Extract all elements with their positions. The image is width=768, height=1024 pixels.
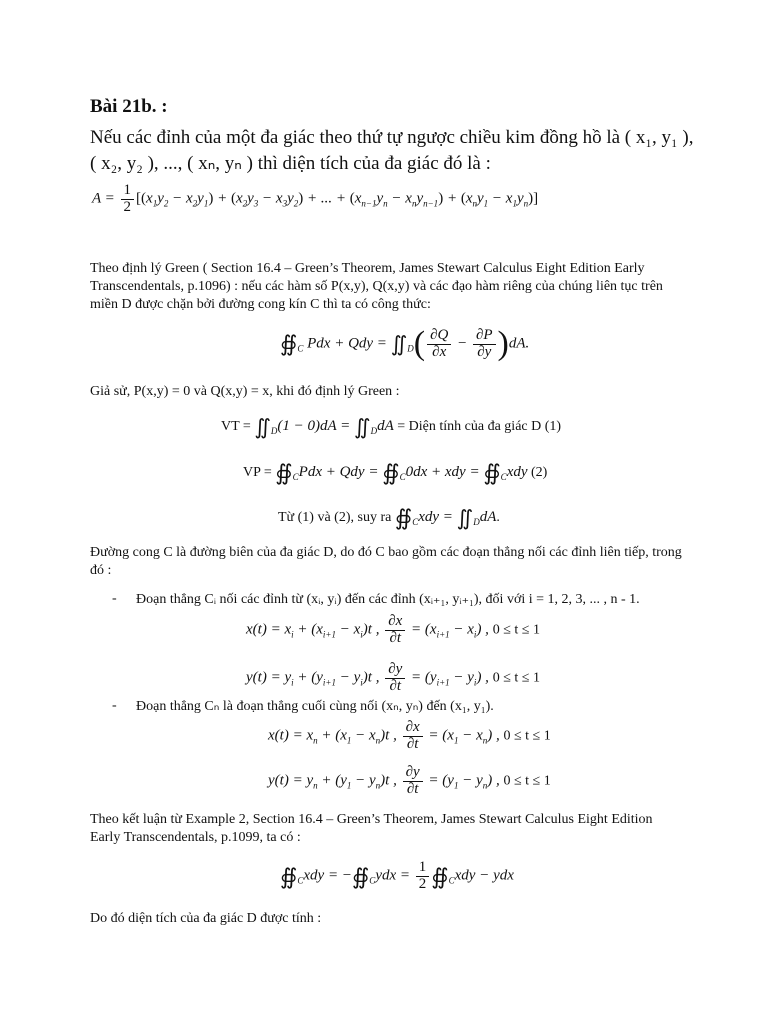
- vp-label: VP =: [243, 465, 272, 480]
- green-text-1: Theo định lý Green ( Section 16.4 – Green’s Theorem, James Stewart Calculus Eight Edition Early: [90, 261, 645, 276]
- boundary-text-2: đó :: [90, 563, 112, 578]
- bullet-dash-1: -: [112, 591, 117, 606]
- green-text-3: miền D được chặn bởi đường cong kín C thì ta có công thức:: [90, 297, 431, 312]
- vt-label: VT =: [221, 419, 251, 434]
- bullet-2-text: Đoạn thẳng Cₙ là đoạn thẳng cuối cùng nối (xₙ, yₙ) đến (x₁, y₁).: [136, 699, 494, 714]
- boundary-text-1: Đường cong C là đường biên của đa giác D, do đó C bao gồm các đoạn thẳng nối các đỉnh liên tiếp, trong: [90, 545, 682, 560]
- param-y-cn: $y(t) = y_n + (y_1 - y_n)t$ , $\frac{\partial y}{\partial t}$ = $(y_1 - y_n)$ , 0 ≤ t ≤ 1: [268, 764, 551, 797]
- example-text-1: Theo kết luận từ Example 2, Section 16.4 – Green’s Theorem, James Stewart Calculus Eight Edition: [90, 812, 653, 827]
- example-text-2: Early Transcendentals, p.1099, ta có :: [90, 830, 301, 845]
- assume-text: Giả sử, P(x,y) = 0 và Q(x,y) = x, khi đó định lý Green :: [90, 384, 400, 399]
- vp-line: VP = $∯_CPdx$ + Qdy = $∯_C0dx$ + xdy = $∯_Cxdy$ (2): [243, 460, 548, 485]
- conclude-text: Từ (1) và (2), suy ra: [278, 510, 392, 525]
- param-x-ci: $x(t) = x_i + (x_{i+1} - x_i)t$ , $\frac{\partial x}{\partial t}$ = $(x_{i+1} - x_i)$ , 0 ≤ t ≤ 1: [246, 613, 540, 646]
- vt-line: VT = $∬_D(1 - 0)dA$ = $∬_DdA$ = Diện tính của đa giác D (1): [221, 415, 562, 439]
- vp-tag: (2): [531, 465, 548, 480]
- area-formula: A = $\frac{1}{2}$ [$(x_1y_2 - x_2y_1) + (x_2y_3 - x_3y_2)$ + ... + $(x_{n-1}y_n - x_ny_{n-1}) + (x_ny_1 - x_1y_n)$]: [92, 182, 539, 215]
- conclude-line: Từ (1) và (2), suy ra $∯_Cxdy$ = $∬_DdA$.: [278, 505, 500, 530]
- param-y-ci: $y(t) = y_i + (y_{i+1} - y_i)t$ , $\frac{\partial y}{\partial t}$ = $(y_{i+1} - y_i)$ , 0 ≤ t ≤ 1: [246, 661, 540, 694]
- line-integral-identity: $∯_Cxdy$ = $-∯_Cydx$ = $\frac{1}{2}$ $∯_Cxdy$ − ydx: [280, 859, 514, 892]
- green-text-2: Transcendentals, p.1096) : nếu các hàm số P(x,y), Q(x,y) và các đạo hàm riêng của chúng liên tục trên: [90, 279, 663, 294]
- intro-line-1: Nếu các đỉnh của một đa giác theo thứ tự ngược chiều kim đồng hồ là ( x₁, y₁ ),: [90, 127, 694, 148]
- param-x-cn: $x(t) = x_n + (x_1 - x_n)t$ , $\frac{\partial x}{\partial t}$ = $(x_1 - x_n)$ , 0 ≤ t ≤ 1: [268, 719, 551, 752]
- final-text: Do đó diện tích của đa giác D được tính :: [90, 911, 322, 926]
- green-formula: $∯_C$ Pdx + Qdy = $∬_D$( $\frac{\partial Q}{\partial x}$ − $\frac{\partial P}{\partial y}$ )dA.: [280, 325, 530, 362]
- intro-line-2: ( x₂, y₂ ), ..., ( xₙ, yₙ ) thì diện tích của đa giác đó là :: [90, 153, 491, 174]
- bullet-dash-2: -: [112, 698, 117, 713]
- bullet-1-text: Đoạn thẳng Cᵢ nối các đỉnh từ (xᵢ, yᵢ) đến các đỉnh (xᵢ₊₁, yᵢ₊₁), đối với i = 1, 2, 3, ... , n - 1.: [136, 592, 640, 607]
- exercise-title: Bài 21b. :: [90, 96, 168, 117]
- vt-text: = Diện tính của đa giác D (1): [397, 419, 562, 434]
